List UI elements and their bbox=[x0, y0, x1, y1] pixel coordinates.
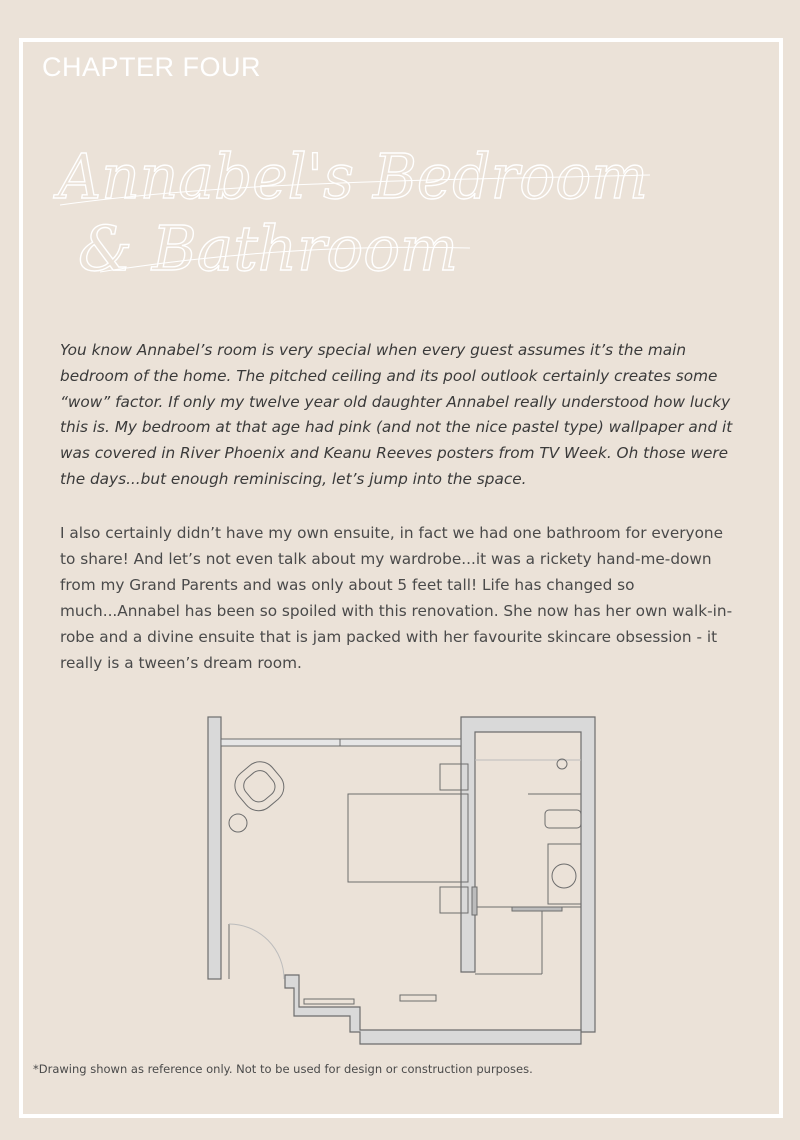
wardrobe-rail bbox=[400, 995, 436, 1001]
wall-left bbox=[208, 717, 221, 979]
side-table bbox=[229, 814, 247, 832]
disclaimer: *Drawing shown as reference only. Not to be used for design or construction purposes. bbox=[33, 1062, 533, 1076]
wall-right bbox=[461, 717, 595, 1032]
door-swing bbox=[229, 924, 284, 979]
title-line-2: & Bathroom bbox=[78, 212, 458, 285]
basin bbox=[552, 864, 576, 888]
window bbox=[221, 739, 461, 746]
wall-bottom bbox=[285, 975, 581, 1044]
floor-plan bbox=[200, 712, 600, 1047]
sliding-door bbox=[512, 907, 562, 911]
armchair bbox=[228, 755, 290, 817]
title-line-1: Annabel's Bedroom bbox=[53, 140, 649, 213]
bed bbox=[348, 794, 468, 882]
body-paragraph: I also certainly didn’t have my own ensuite, in fact we had one bathroom for everyone to share! And let’s not even talk about my wardrobe...it was a rickety hand-me-down from my Grand Parents and was only about 5 feet tall! Life has changed so much...Annabel has been so spoiled with this renovation. She now has her own walk-in-robe and a divine ensuite that is jam packed with her favourite skincare obsession - it really is a tween’s dream room. bbox=[60, 524, 733, 672]
toilet bbox=[545, 810, 581, 828]
script-title bbox=[40, 120, 760, 290]
chapter-heading: CHAPTER FOUR bbox=[42, 52, 262, 82]
intro-paragraph: You know Annabel’s room is very special when every guest assumes it’s the main bedroom of the home. The pitched ceiling and its pool outlook certainly creates some “wow” factor. If only my twelve year old daughter Annabel really understood how lucky this is. My bedroom at that age had pink (and not the nice pastel type) wallpaper and it was covered in River Phoenix and Keanu Reeves posters from TV Week. Oh those were the days...but enough reminiscing, let’s jump into the space. bbox=[60, 341, 733, 488]
